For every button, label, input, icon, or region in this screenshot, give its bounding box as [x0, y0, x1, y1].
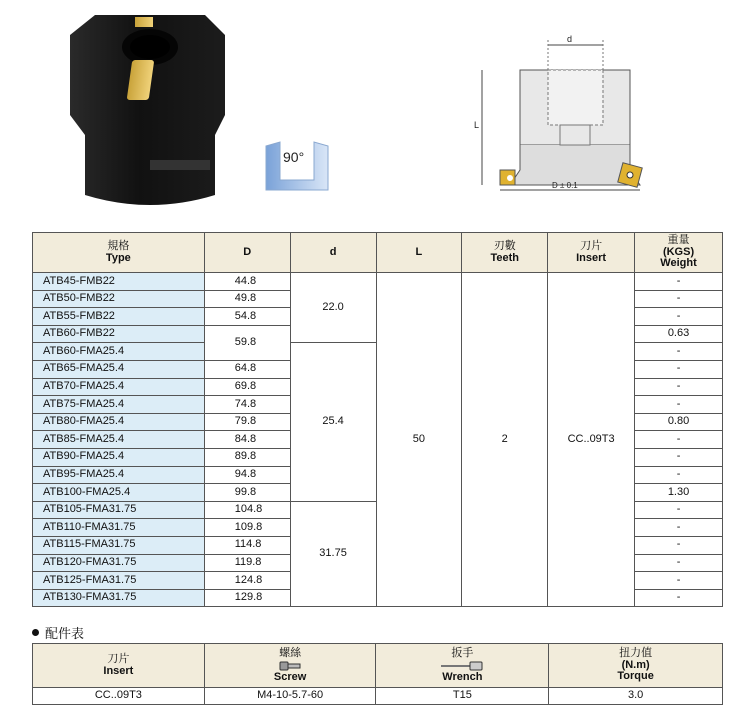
table-row: ATB125-FMA31.75 124.8 -: [33, 572, 723, 590]
table-row: ATB75-FMA25.4 74.8 -: [33, 396, 723, 414]
dimension-drawing: [470, 30, 655, 195]
drawing-d-label: d: [567, 34, 573, 44]
table-row: ATB120-FMA31.75 119.8 -: [33, 554, 723, 572]
angle-label: 90°: [283, 149, 305, 165]
accessories-table: [32, 643, 723, 705]
table-row: ATB50-FMB22 49.8 -: [33, 290, 723, 308]
acc-wrench-header: 扳手 Wrench: [376, 644, 549, 688]
d-group-22: 22.0: [290, 273, 376, 343]
accessories-title: 配件表: [32, 623, 84, 642]
acc-torque-header: 扭力值 (N.m) Torque: [549, 644, 723, 688]
table-row: ATB80-FMA25.4 79.8 0.80: [33, 413, 723, 431]
acc-screw-header: 螺絲 Screw: [204, 644, 376, 688]
table-row: ATB55-FMB22 54.8 -: [33, 308, 723, 326]
bullet-icon: [32, 629, 39, 636]
table-row: ATB60-FMB22 59.8 0.63: [33, 325, 723, 343]
teeth-header: 刃數 Teeth: [462, 233, 548, 273]
d-outer-header: D: [204, 233, 290, 273]
drawing-dia-label: D ± 0.1: [552, 181, 578, 190]
table-row: ATB115-FMA31.75 114.8 -: [33, 536, 723, 554]
table-row: ATB105-FMA31.75 104.8 31.75 -: [33, 501, 723, 519]
specification-table: [32, 232, 723, 607]
table-row: ATB95-FMA25.4 94.8 -: [33, 466, 723, 484]
d-bore-header: d: [290, 233, 376, 273]
table-row: ATB100-FMA25.4 99.8 1.30: [33, 484, 723, 502]
angle-badge-icon: [262, 138, 334, 196]
table-row: ATB110-FMA31.75 109.8 -: [33, 519, 723, 537]
type-header: 規格 Type: [33, 233, 205, 273]
table-header-row: [33, 644, 723, 688]
table-row: ATB85-FMA25.4 84.8 -: [33, 431, 723, 449]
table-row: ATB60-FMA25.4 25.4 -: [33, 343, 723, 361]
screw-icon: [279, 661, 301, 671]
table-header-row: [33, 233, 723, 273]
table-row: ATB130-FMA31.75 129.8 -: [33, 589, 723, 607]
product-header: [0, 0, 755, 230]
table-row: CC..09T3 M4-10-5.7-60 T15 3.0: [33, 688, 723, 705]
milling-cutter-photo: [55, 5, 245, 220]
table-row: ATB90-FMA25.4 89.8 -: [33, 448, 723, 466]
length-header: L: [376, 233, 462, 273]
acc-insert-header: 刀片 Insert: [33, 644, 205, 688]
table-row: ATB65-FMA25.4 64.8 -: [33, 360, 723, 378]
d-group-25-4: 25.4: [290, 343, 376, 501]
drawing-l-label: L: [474, 120, 480, 130]
d-group-31-75: 31.75: [290, 501, 376, 607]
insert-value: CC..09T3: [548, 273, 635, 607]
table-row: ATB45-FMB22 44.8 22.0 50 2 CC..09T3 -: [33, 273, 723, 291]
length-value: 50: [376, 273, 462, 607]
table-row: ATB70-FMA25.4 69.8 -: [33, 378, 723, 396]
weight-header: 重量 (KGS) Weight: [635, 233, 723, 273]
insert-header: 刀片 Insert: [548, 233, 635, 273]
wrench-icon: [440, 661, 484, 671]
teeth-value: 2: [462, 273, 548, 607]
